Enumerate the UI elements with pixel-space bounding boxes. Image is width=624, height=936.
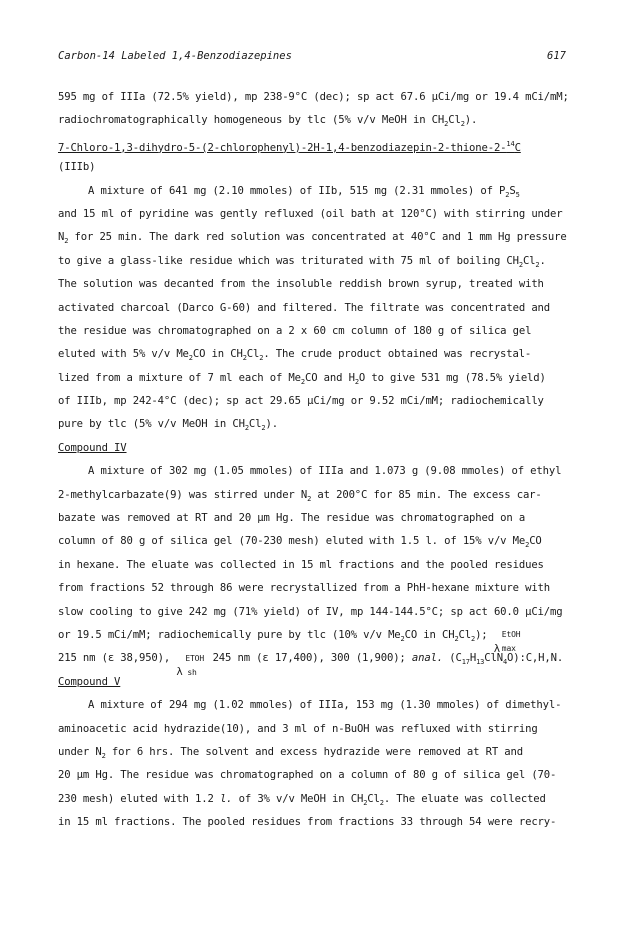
text-line: 230 mesh) eluted with 1.2 l. of 3% v/v MeOH in $CH_2Cl_2$. The eluate was collected <box>58 792 546 807</box>
text-line: to give a glass-like residue which was triturated with 75 ml of boiling $CH_2Cl_2$. <box>58 254 546 269</box>
text-line: A mixture of 641 mg (2.10 mmoles) of IIb, 515 mg (2.31 mmoles) of $P_2S_5$ <box>88 184 520 199</box>
text-line: bazate was removed at RT and 20 µm Hg. The residue was chromatographed on a <box>58 512 526 525</box>
text-line: in 15 ml fractions. The pooled residues from fractions 33 through 54 were recry- <box>58 816 557 829</box>
text-line: activated charcoal (Darco G-60) and filtered. The filtrate was concentrated and <box>58 301 551 314</box>
text-line: column of 80 g of silica gel (70-230 mesh) eluted with 1.5 l. of 15% v/v $Me_2CO$ <box>58 535 542 550</box>
section-heading-iiib: 7-Chloro-1,3-dihydro-5-(2-chlorophenyl)-2H-1,4-benzodiazepin-2-thione-2-$^{14}$C <box>58 139 521 154</box>
text-line: from fractions 52 through 86 were recrystallized from a PhH-hexane mixture with <box>58 582 551 595</box>
text-line: 215 nm (ε 38,950), λ ETOH sh 245 nm (ε 17,400), 300 (1,900); anal. $(C_{17}H_{13}ClN_4O):C,H,N$. <box>58 652 564 679</box>
text-line: the residue was chromatographed on a 2 x 60 cm column of 180 g of silica gel <box>58 324 532 337</box>
text-line: aminoacetic acid hydrazide(10), and 3 ml of n-BuOH was refluxed with stirring <box>58 722 538 735</box>
body-text <box>58 86 573 835</box>
text-line: in hexane. The eluate was collected in 15 ml fractions and the pooled residues <box>58 558 544 571</box>
text-line: A mixture of 302 mg (1.05 mmoles) of IIIa and 1.073 g (9.08 mmoles) of ethyl <box>88 465 562 478</box>
text-line: radiochromatographically homogeneous by tlc (5% v/v MeOH in $CH_2Cl_2$). <box>58 114 478 129</box>
text-line: 595 mg of IIIa (72.5% yield), mp 238-9°C (dec); sp act 67.6 µCi/mg or 19.4 mCi/mM; <box>58 91 569 103</box>
section-heading-label: (IIIb) <box>58 161 96 174</box>
text-line: pure by tlc (5% v/v MeOH in $CH_2Cl_2$). <box>58 418 278 433</box>
text-line: slow cooling to give 242 mg (71% yield) of IV, mp 144-144.5°C; sp act 60.0 µCi/mg <box>58 605 563 618</box>
text-line: and 15 ml of pyridine was gently refluxed (oil bath at 120°C) with stirring under <box>58 207 563 220</box>
text-line: or 19.5 mCi/mM; radiochemically pure by tlc (10% v/v $Me_2CO$ in $CH_2Cl_2$); λ EtOH max <box>58 628 521 655</box>
text-line: lized from a mixture of 7 ml each of $Me_2CO$ and $H_2O$ to give 531 mg (78.5% yield) <box>58 371 546 386</box>
text-line: 20 µm Hg. The residue was chromatographed on a column of 80 g of silica gel (70- <box>58 769 557 782</box>
text-line: $N_2$ for 25 min. The dark red solution was concentrated at 40°C and 1 mm Hg pressure <box>58 231 567 246</box>
running-header <box>58 50 566 68</box>
text-line: A mixture of 294 mg (1.02 mmoles) of IIIa, 153 mg (1.30 mmoles) of dimethyl- <box>88 699 562 712</box>
text-line: eluted with 5% v/v $Me_2CO$ in $CH_2Cl_2$. The crude product obtained was recrystal- <box>58 348 532 363</box>
text-line: under $N_2$ for 6 hrs. The solvent and excess hydrazide were removed at RT and <box>58 745 523 760</box>
section-heading-compound-v: Compound V <box>58 675 121 688</box>
text-line: The solution was decanted from the insoluble reddish brown syrup, treated with <box>58 278 544 291</box>
text-line: of IIIb, mp 242-4°C (dec); sp act 29.65 µCi/mg or 9.52 mCi/mM; radiochemically <box>58 395 544 408</box>
page-number: 617 <box>547 50 566 62</box>
running-title: Carbon-14 Labeled 1,4-Benzodiazepines <box>58 50 292 62</box>
text-line: 2-methylcarbazate(9) was stirred under $N_2$ at 200°C for 85 min. The excess car- <box>58 488 542 503</box>
section-heading-compound-iv: Compound IV <box>58 441 127 454</box>
